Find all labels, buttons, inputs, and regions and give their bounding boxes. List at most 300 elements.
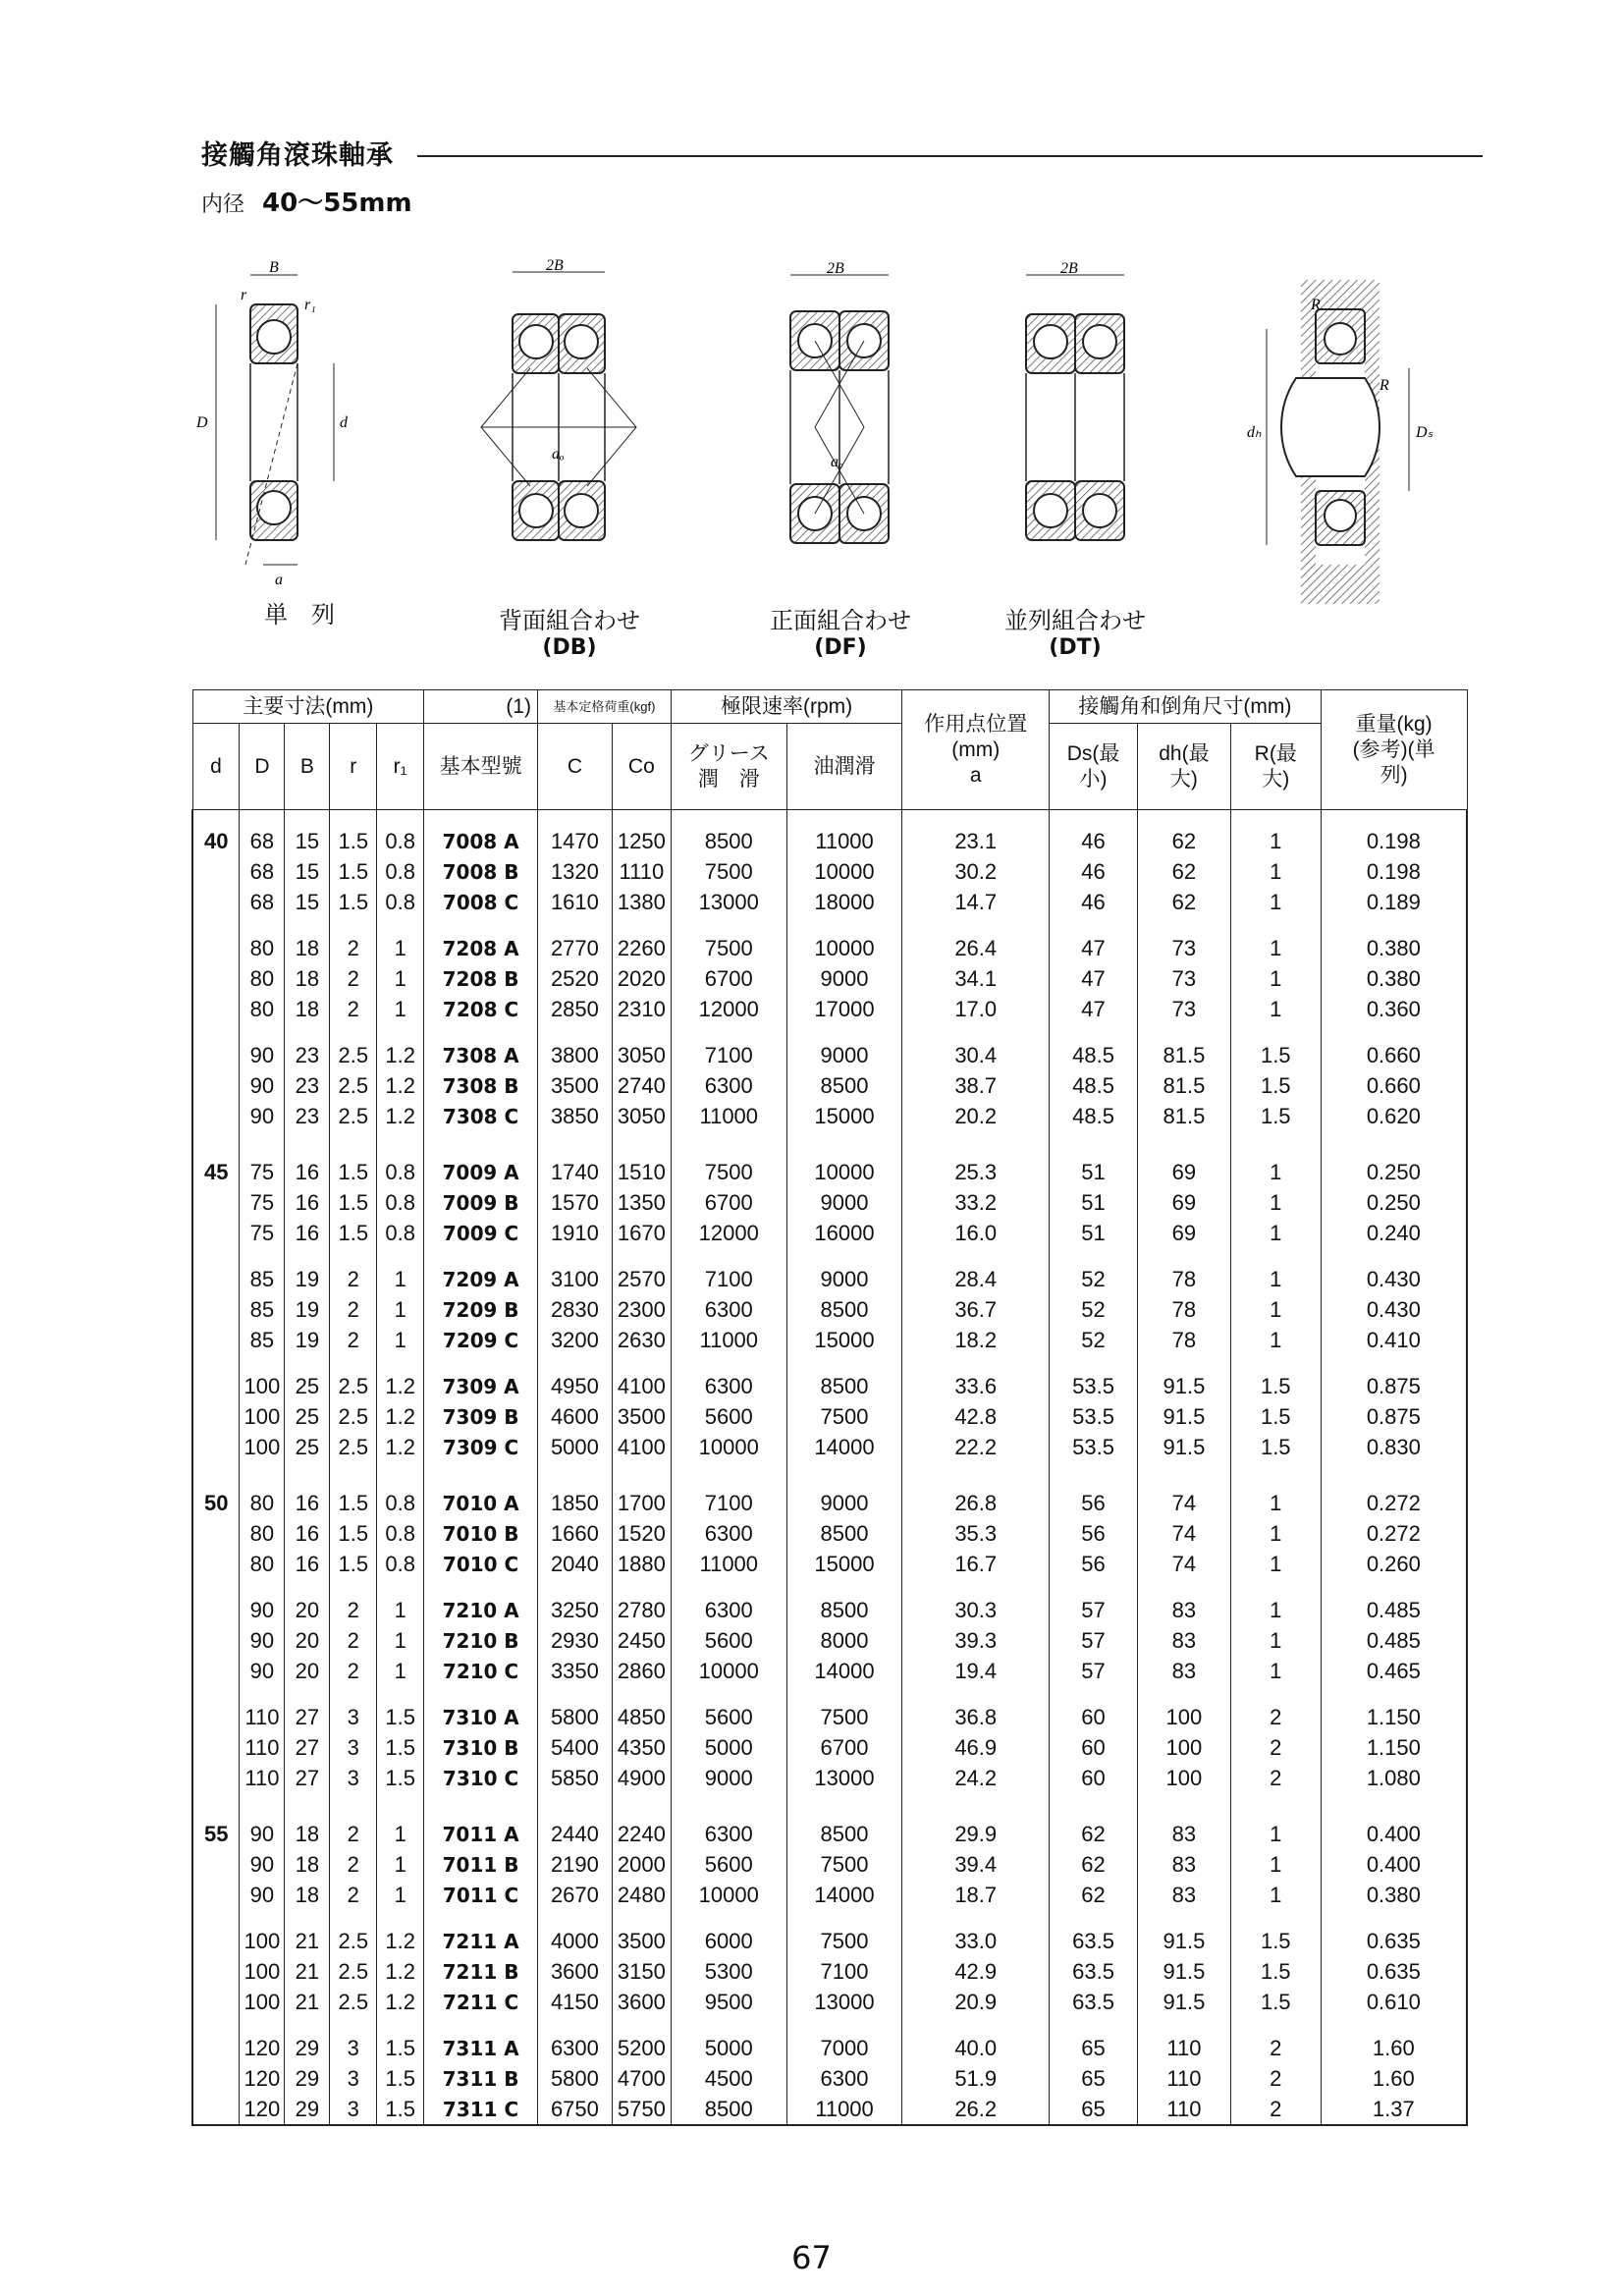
table-cell: 17000 — [786, 994, 902, 1024]
table-cell: 7211 B — [424, 1956, 538, 1987]
table-cell: 14.7 — [902, 887, 1050, 917]
table-cell: 3050 — [612, 1040, 671, 1070]
caption-df-label: 正面組合わせ — [770, 607, 911, 634]
table-cell: 7011 A — [424, 1819, 538, 1849]
table-cell: 1 — [1230, 1849, 1321, 1880]
table-cell: 26.2 — [902, 2094, 1050, 2125]
spacer-cell — [285, 810, 330, 827]
table-cell: 0.465 — [1321, 1656, 1467, 1686]
table-cell: 90 — [240, 1819, 285, 1849]
table-cell: 0.8 — [377, 1218, 424, 1248]
table-cell: 7010 A — [424, 1488, 538, 1518]
table-cell: 1.2 — [377, 1070, 424, 1101]
table-cell: 7208 A — [424, 933, 538, 963]
spacer-cell — [902, 1355, 1050, 1371]
table-cell: 2 — [1230, 2063, 1321, 2094]
table-cell: 80 — [240, 1488, 285, 1518]
table-cell: 4000 — [537, 1926, 612, 1956]
table-cell: 2930 — [537, 1625, 612, 1656]
spacer-cell — [1230, 1248, 1321, 1264]
mark-r: r — [241, 287, 247, 303]
table-cell: 90 — [240, 1880, 285, 1910]
table-cell: 24.2 — [902, 1763, 1050, 1793]
table-cell: 2.5 — [330, 1401, 377, 1432]
table-cell: 7208 B — [424, 963, 538, 994]
table-cell: 7008 B — [424, 856, 538, 887]
table-row — [192, 1325, 1467, 1355]
spacer-cell — [671, 1579, 786, 1595]
table-cell: 65 — [1050, 2094, 1138, 2125]
spacer-cell — [424, 1024, 538, 1040]
spacer-cell — [192, 917, 240, 933]
table-cell: 100 — [240, 1987, 285, 2017]
page-number: 67 — [791, 2239, 832, 2276]
spacer-cell — [612, 1910, 671, 1926]
spacer-cell — [1230, 1355, 1321, 1371]
table-cell: 1880 — [612, 1549, 671, 1579]
col-B: B — [285, 724, 330, 810]
spacer-cell — [902, 1910, 1050, 1926]
table-cell: 8500 — [671, 2094, 786, 2125]
table-cell: 2310 — [612, 994, 671, 1024]
table-cell: 5400 — [537, 1732, 612, 1763]
row-spacer — [192, 2017, 1467, 2033]
table-cell: 36.7 — [902, 1294, 1050, 1325]
table-cell: 15000 — [786, 1101, 902, 1131]
spacer-cell — [1137, 1355, 1230, 1371]
table-cell: 68 — [240, 887, 285, 917]
table-cell: 7211 A — [424, 1926, 538, 1956]
spacer-cell — [537, 1024, 612, 1040]
spacer-cell — [612, 2017, 671, 2033]
table-cell: 7210 B — [424, 1625, 538, 1656]
col-R-label: R(最大) — [1254, 741, 1297, 791]
table-cell: 1250 — [612, 826, 671, 856]
table-cell: 0.8 — [377, 1518, 424, 1549]
row-spacer — [192, 1686, 1467, 1702]
spacer-cell — [240, 1131, 285, 1157]
table-cell: 0.250 — [1321, 1157, 1467, 1187]
table-cell: 2 — [330, 994, 377, 1024]
table-cell: 7308 A — [424, 1040, 538, 1070]
table-cell: 1 — [1230, 1549, 1321, 1579]
spacer-cell — [377, 1248, 424, 1264]
spacer-cell — [671, 1355, 786, 1371]
spacer-cell — [1137, 1024, 1230, 1040]
table-cell: 23 — [285, 1040, 330, 1070]
spacer-cell — [671, 1024, 786, 1040]
table-cell: 56 — [1050, 1518, 1138, 1549]
table-cell: 1.5 — [330, 856, 377, 887]
table-cell: 1.2 — [377, 1101, 424, 1131]
table-cell: 5600 — [671, 1849, 786, 1880]
table-cell — [192, 1702, 240, 1732]
table-cell: 2850 — [537, 994, 612, 1024]
table-cell: 1 — [1230, 1625, 1321, 1656]
table-cell: 53.5 — [1050, 1371, 1138, 1401]
table-cell — [192, 2094, 240, 2125]
spacer-cell — [330, 1024, 377, 1040]
table-cell: 73 — [1137, 994, 1230, 1024]
table-cell: 69 — [1137, 1218, 1230, 1248]
spacer-cell — [1137, 1248, 1230, 1264]
table-cell: 6750 — [537, 2094, 612, 2125]
table-cell: 68 — [240, 826, 285, 856]
header-speed: 極限速率(rpm) — [671, 690, 902, 724]
spacer-cell — [786, 1248, 902, 1264]
table-cell: 0.272 — [1321, 1518, 1467, 1549]
table-cell: 69 — [1137, 1157, 1230, 1187]
table-cell: 7500 — [786, 1401, 902, 1432]
table-cell — [192, 1849, 240, 1880]
spacer-cell — [612, 1248, 671, 1264]
table-cell: 83 — [1137, 1656, 1230, 1686]
table-cell: 1 — [377, 933, 424, 963]
table-cell: 0.485 — [1321, 1595, 1467, 1625]
spacer-cell — [612, 1462, 671, 1488]
table-cell: 48.5 — [1050, 1101, 1138, 1131]
table-cell: 0.250 — [1321, 1187, 1467, 1218]
table-cell: 27 — [285, 1763, 330, 1793]
table-cell: 1 — [377, 1625, 424, 1656]
table-cell: 23.1 — [902, 826, 1050, 856]
spacer-cell — [1321, 1686, 1467, 1702]
spacer-cell — [424, 810, 538, 827]
table-cell: 62 — [1050, 1880, 1138, 1910]
table-cell: 110 — [240, 1763, 285, 1793]
spacer-cell — [537, 917, 612, 933]
header-load: 基本定格荷重(kgf) — [537, 690, 671, 724]
spacer-cell — [192, 1910, 240, 1926]
table-cell: 0.620 — [1321, 1101, 1467, 1131]
mark-D: D — [196, 414, 208, 431]
table-cell: 1.2 — [377, 1371, 424, 1401]
spacer-cell — [902, 1579, 1050, 1595]
table-cell: 4700 — [612, 2063, 671, 2094]
table-cell: 9000 — [786, 1040, 902, 1070]
table-cell: 47 — [1050, 963, 1138, 994]
spacer-cell — [902, 1793, 1050, 1819]
table-cell: 7000 — [786, 2033, 902, 2063]
table-row — [192, 1488, 1467, 1518]
table-cell: 1.5 — [330, 826, 377, 856]
table-cell: 2450 — [612, 1625, 671, 1656]
table-cell: 90 — [240, 1656, 285, 1686]
table-cell: 4100 — [612, 1371, 671, 1401]
table-cell: 1 — [377, 1595, 424, 1625]
table-row — [192, 856, 1467, 887]
table-cell: 38.7 — [902, 1070, 1050, 1101]
table-cell: 1320 — [537, 856, 612, 887]
table-cell: 100 — [1137, 1702, 1230, 1732]
table-cell: 68 — [240, 856, 285, 887]
table-row — [192, 994, 1467, 1024]
table-cell: 74 — [1137, 1518, 1230, 1549]
spacer-cell — [192, 1355, 240, 1371]
table-cell: 83 — [1137, 1625, 1230, 1656]
table-cell: 0.875 — [1321, 1371, 1467, 1401]
table-cell: 20 — [285, 1656, 330, 1686]
mark-ao-df: aₒ — [831, 454, 843, 470]
table-cell: 1.37 — [1321, 2094, 1467, 2125]
table-cell — [192, 933, 240, 963]
spacer-cell — [424, 1579, 538, 1595]
spacer-cell — [902, 810, 1050, 827]
spacer-cell — [612, 810, 671, 827]
table-cell: 5850 — [537, 1763, 612, 1793]
table-cell: 0.240 — [1321, 1218, 1467, 1248]
table-cell: 83 — [1137, 1595, 1230, 1625]
caption-db-label: 背面組合わせ — [499, 607, 640, 634]
table-cell: 0.360 — [1321, 994, 1467, 1024]
table-cell: 18 — [285, 994, 330, 1024]
table-cell: 1.60 — [1321, 2033, 1467, 2063]
table-cell: 3 — [330, 1732, 377, 1763]
table-row — [192, 2033, 1467, 2063]
table-row — [192, 1432, 1467, 1462]
table-cell — [192, 994, 240, 1024]
spacer-cell — [285, 1131, 330, 1157]
table-cell: 2780 — [612, 1595, 671, 1625]
table-cell: 18 — [285, 1880, 330, 1910]
table-cell: 7209 A — [424, 1264, 538, 1294]
table-cell: 7100 — [671, 1040, 786, 1070]
table-row — [192, 963, 1467, 994]
table-cell: 25 — [285, 1371, 330, 1401]
mounting-drawing — [1247, 280, 1434, 604]
table-cell: 3850 — [537, 1101, 612, 1131]
table-cell: 48.5 — [1050, 1040, 1138, 1070]
table-cell: 8500 — [786, 1070, 902, 1101]
table-cell: 1.5 — [1230, 1987, 1321, 2017]
table-cell: 69 — [1137, 1187, 1230, 1218]
spacer-cell — [1137, 1686, 1230, 1702]
mark-R-top: R — [1311, 297, 1321, 313]
spacer-cell — [192, 1793, 240, 1819]
spacer-cell — [1230, 1131, 1321, 1157]
spacer-cell — [377, 917, 424, 933]
table-cell: 2 — [330, 1625, 377, 1656]
table-row — [192, 1371, 1467, 1401]
table-cell: 0.198 — [1321, 856, 1467, 887]
table-cell: 5000 — [671, 2033, 786, 2063]
table-cell: 74 — [1137, 1488, 1230, 1518]
table-cell: 52 — [1050, 1294, 1138, 1325]
table-cell: 6300 — [671, 1518, 786, 1549]
spacer-cell — [1321, 1462, 1467, 1488]
spacer-cell — [240, 917, 285, 933]
table-cell: 0.430 — [1321, 1294, 1467, 1325]
spacer-cell — [902, 1024, 1050, 1040]
row-spacer — [192, 810, 1467, 827]
db-drawing — [481, 257, 636, 540]
table-cell: 78 — [1137, 1264, 1230, 1294]
spacer-cell — [192, 1131, 240, 1157]
caption-dt-sub: (DT) — [1049, 635, 1102, 660]
spacer-cell — [1230, 1910, 1321, 1926]
table-cell: 0.400 — [1321, 1849, 1467, 1880]
table-cell — [192, 1040, 240, 1070]
table-cell: 3 — [330, 2094, 377, 2125]
table-cell: 2770 — [537, 933, 612, 963]
spacer-cell — [1230, 1793, 1321, 1819]
table-cell: 10000 — [786, 933, 902, 963]
table-cell: 7309 C — [424, 1432, 538, 1462]
table-cell: 2.5 — [330, 1040, 377, 1070]
table-cell: 0.272 — [1321, 1488, 1467, 1518]
table-cell — [192, 1656, 240, 1686]
table-cell: 7210 A — [424, 1595, 538, 1625]
table-cell: 7311 A — [424, 2033, 538, 2063]
table-cell: 1 — [1230, 1294, 1321, 1325]
table-cell: 9500 — [671, 1987, 786, 2017]
table-row — [192, 1401, 1467, 1432]
spacer-cell — [1050, 1579, 1138, 1595]
spacer-cell — [537, 810, 612, 827]
bore-label: 内径 — [201, 192, 245, 217]
spacer-cell — [1137, 810, 1230, 827]
table-cell — [192, 1101, 240, 1131]
spacer-cell — [786, 810, 902, 827]
table-cell: 7100 — [786, 1956, 902, 1987]
table-cell: 1 — [1230, 994, 1321, 1024]
table-cell: 2570 — [612, 1264, 671, 1294]
spacer-cell — [424, 1248, 538, 1264]
table-cell: 7500 — [671, 933, 786, 963]
col-model: 基本型號 — [424, 724, 538, 810]
table-cell: 51 — [1050, 1157, 1138, 1187]
table-cell: 1 — [377, 1880, 424, 1910]
table-cell: 20 — [285, 1625, 330, 1656]
spacer-cell — [786, 2017, 902, 2033]
table-cell: 1.5 — [330, 1549, 377, 1579]
table-cell: 12000 — [671, 1218, 786, 1248]
table-cell: 53.5 — [1050, 1401, 1138, 1432]
spacer-cell — [786, 1462, 902, 1488]
table-cell: 7308 B — [424, 1070, 538, 1101]
spacer-cell — [192, 1024, 240, 1040]
table-cell: 13000 — [671, 887, 786, 917]
table-cell: 6300 — [671, 1595, 786, 1625]
table-cell: 1.080 — [1321, 1763, 1467, 1793]
table-cell: 3500 — [537, 1070, 612, 1101]
table-cell: 1 — [1230, 887, 1321, 917]
table-cell: 90 — [240, 1101, 285, 1131]
table-cell: 1.5 — [1230, 1401, 1321, 1432]
table-cell: 65 — [1050, 2033, 1138, 2063]
spacer-cell — [671, 1793, 786, 1819]
table-cell: 33.0 — [902, 1926, 1050, 1956]
table-cell: 1.5 — [330, 1218, 377, 1248]
table-cell — [192, 1956, 240, 1987]
spacer-cell — [537, 1248, 612, 1264]
table-cell: 1.5 — [377, 2033, 424, 2063]
mark-a: a — [275, 572, 283, 588]
table-cell: 1 — [377, 1849, 424, 1880]
table-cell: 8000 — [786, 1625, 902, 1656]
table-cell — [192, 2033, 240, 2063]
table-cell: 1700 — [612, 1488, 671, 1518]
table-cell: 2630 — [612, 1325, 671, 1355]
table-cell: 4500 — [671, 2063, 786, 2094]
table-cell: 0.430 — [1321, 1264, 1467, 1294]
table-cell: 1 — [377, 1294, 424, 1325]
table-cell: 29 — [285, 2094, 330, 2125]
row-spacer — [192, 1793, 1467, 1819]
table-cell: 7308 C — [424, 1101, 538, 1131]
table-cell: 0.380 — [1321, 933, 1467, 963]
table-cell: 1 — [1230, 1218, 1321, 1248]
table-cell: 1850 — [537, 1488, 612, 1518]
col-grease-label: グリース潤 滑 — [687, 741, 770, 791]
table-cell: 81.5 — [1137, 1040, 1230, 1070]
table-cell: 5600 — [671, 1625, 786, 1656]
table-cell: 100 — [1137, 1732, 1230, 1763]
table-row — [192, 1849, 1467, 1880]
spacer-cell — [377, 1910, 424, 1926]
table-row — [192, 1101, 1467, 1131]
table-cell: 83 — [1137, 1880, 1230, 1910]
spacer-cell — [1137, 1579, 1230, 1595]
table-cell: 30.4 — [902, 1040, 1050, 1070]
col-dh-label: dh(最大) — [1159, 741, 1210, 791]
table-cell: 2670 — [537, 1880, 612, 1910]
table-cell: 1910 — [537, 1218, 612, 1248]
table-row — [192, 1625, 1467, 1656]
table-cell: 19 — [285, 1264, 330, 1294]
table-cell: 11000 — [671, 1101, 786, 1131]
table-cell — [192, 1264, 240, 1294]
table-cell: 75 — [240, 1187, 285, 1218]
table-cell: 100 — [240, 1401, 285, 1432]
table-cell: 4100 — [612, 1432, 671, 1462]
table-cell: 6300 — [671, 1819, 786, 1849]
table-cell: 9000 — [786, 963, 902, 994]
spacer-cell — [285, 917, 330, 933]
table-cell: 63.5 — [1050, 1956, 1138, 1987]
table-cell: 5800 — [537, 1702, 612, 1732]
table-cell: 45 — [192, 1157, 240, 1187]
table-row — [192, 1926, 1467, 1956]
table-cell: 110 — [1137, 2033, 1230, 2063]
table-cell: 1.5 — [377, 2063, 424, 2094]
mark-2B-db: 2B — [546, 257, 564, 274]
table-cell: 7500 — [671, 1157, 786, 1187]
spacer-cell — [612, 1686, 671, 1702]
table-cell: 30.3 — [902, 1595, 1050, 1625]
table-cell: 74 — [1137, 1549, 1230, 1579]
table-cell: 6300 — [537, 2033, 612, 2063]
table-cell: 75 — [240, 1157, 285, 1187]
caption-dt-label: 並列組合わせ — [1004, 607, 1146, 634]
col-R — [1230, 724, 1321, 810]
table-cell: 21 — [285, 1926, 330, 1956]
table-cell: 3100 — [537, 1264, 612, 1294]
table-cell: 3 — [330, 1702, 377, 1732]
table-cell: 2 — [1230, 2033, 1321, 2063]
table-cell: 2 — [330, 1849, 377, 1880]
table-cell — [192, 1880, 240, 1910]
spacer-cell — [377, 1462, 424, 1488]
dt-drawing — [1026, 260, 1124, 540]
table-cell: 6300 — [671, 1070, 786, 1101]
table-row — [192, 1549, 1467, 1579]
row-spacer — [192, 1579, 1467, 1595]
spacer-cell — [537, 1462, 612, 1488]
table-cell: 0.875 — [1321, 1401, 1467, 1432]
table-cell: 2480 — [612, 1880, 671, 1910]
spacer-cell — [192, 810, 240, 827]
